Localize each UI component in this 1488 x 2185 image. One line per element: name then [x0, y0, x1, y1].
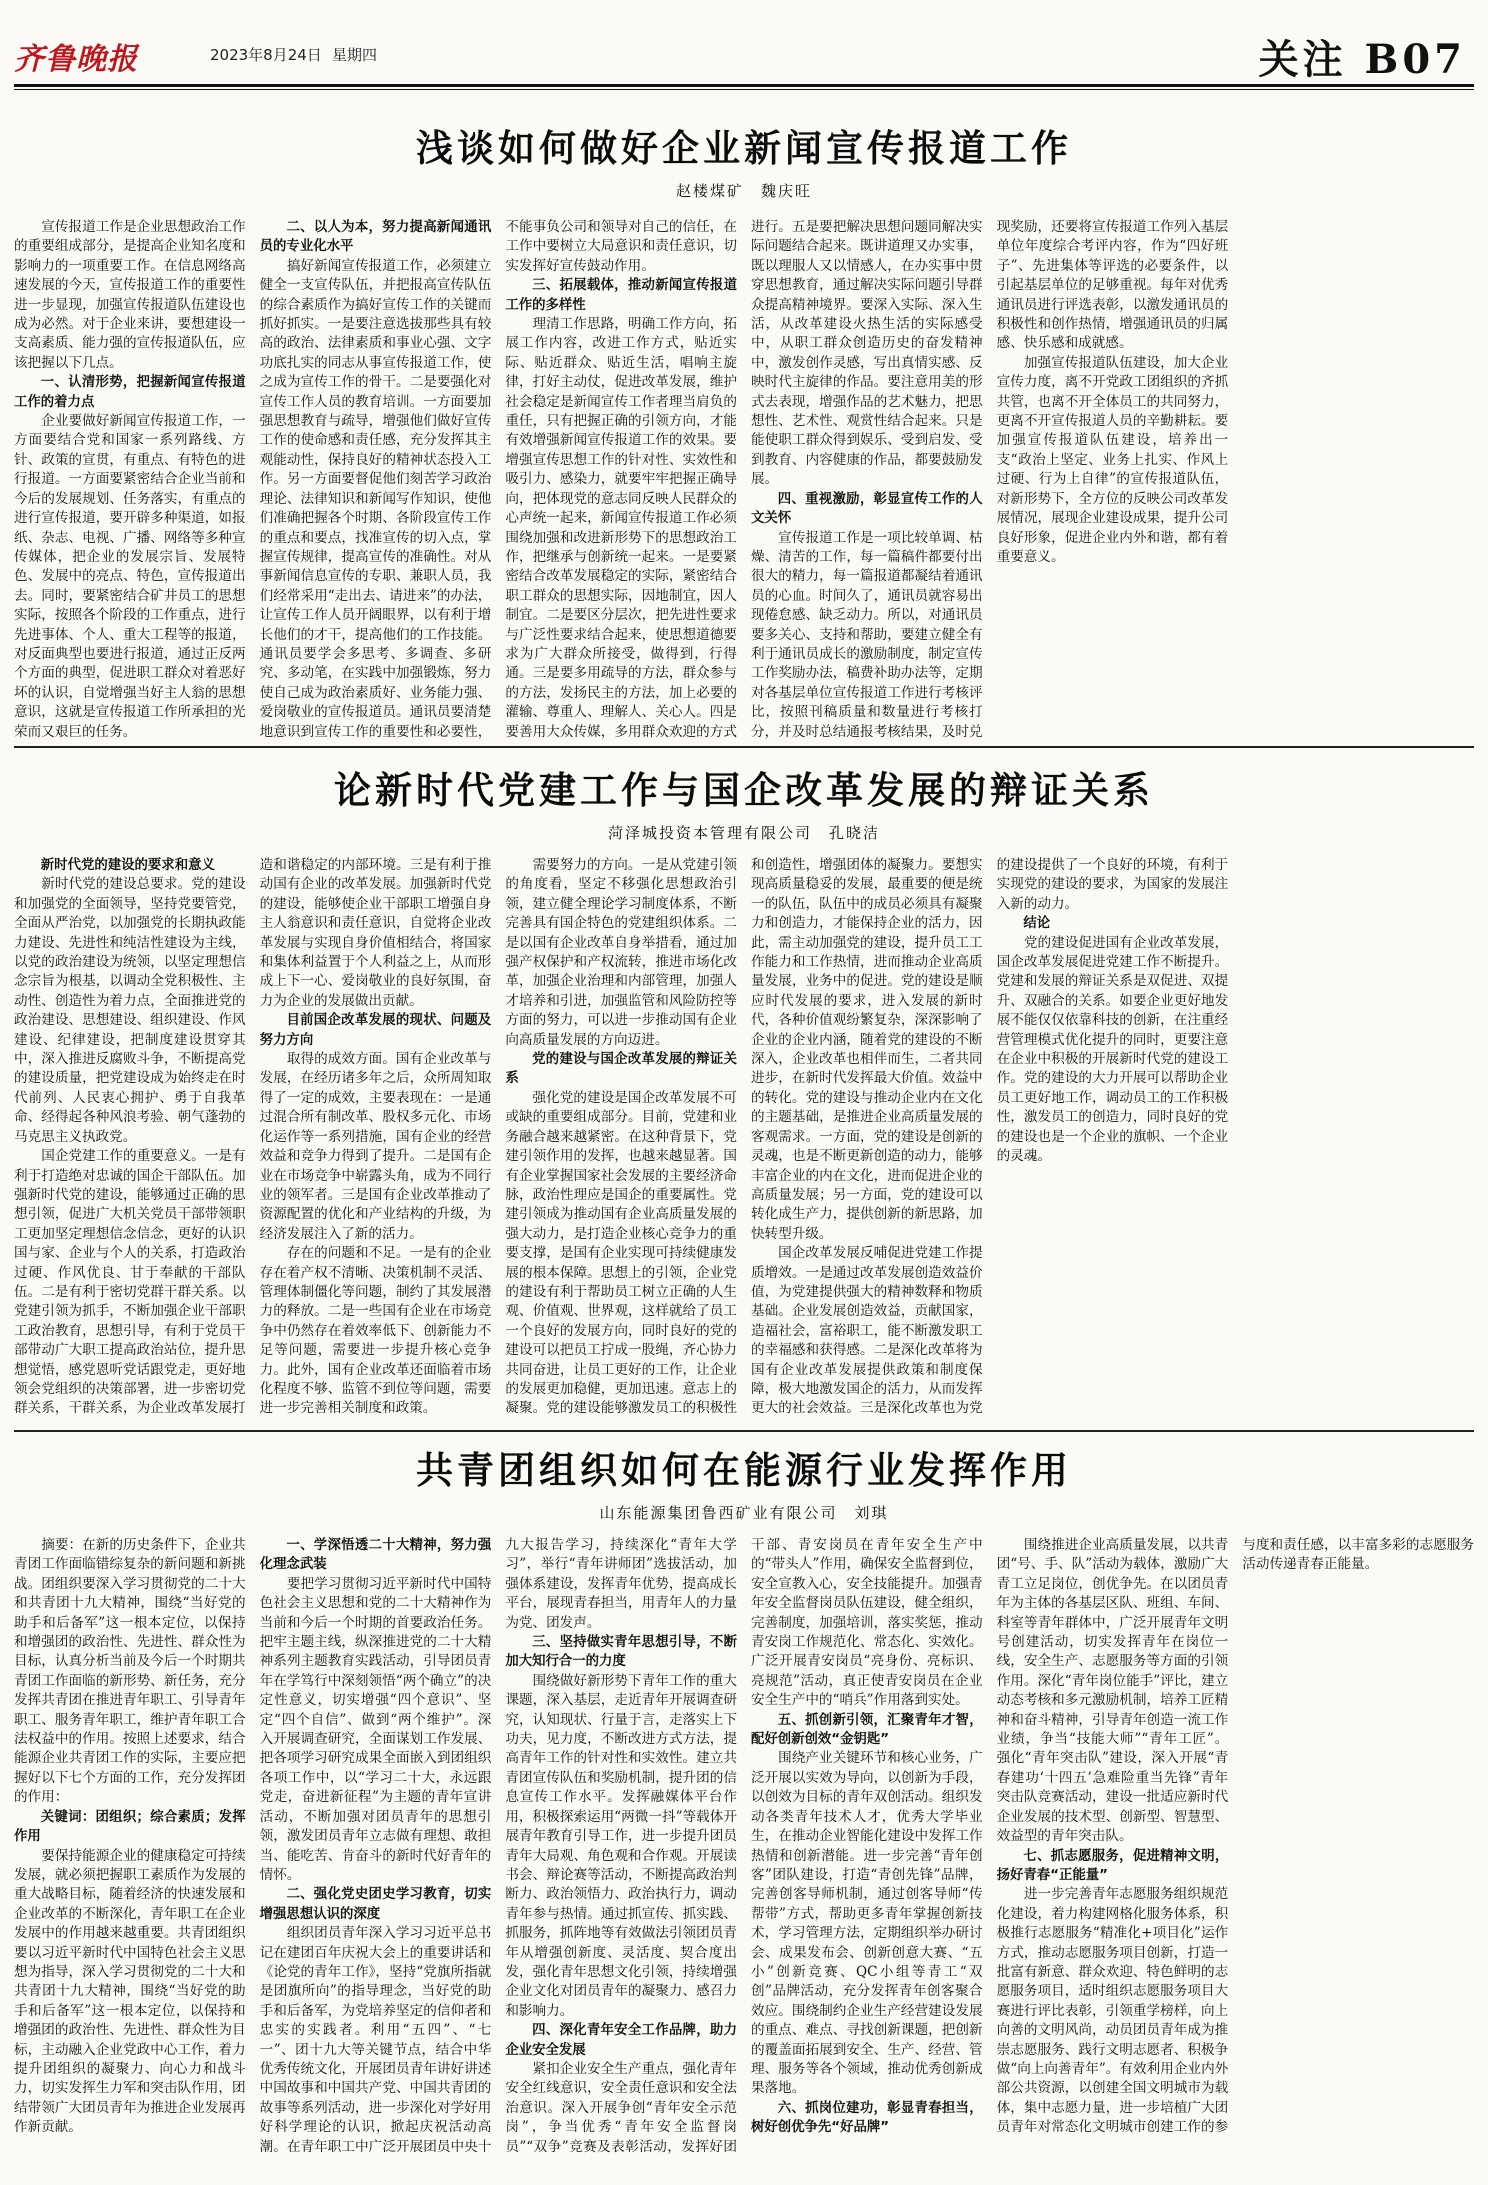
article-divider — [14, 1430, 1474, 1432]
article-title: 浅谈如何做好企业新闻宣传报道工作 — [416, 126, 1072, 170]
body-paragraph: 围绕推进企业高质量发展，以共青团“号、手、队”活动为载体，激励广大青工立足岗位，创优争先。在以团员青年为主体的各基层区队、班组、车间、科室等青年群体中，广泛开展青年文明号创建活动，切实发挥青年在岗位一线，安全生产、志愿服务等方面的引领作用。深化“青年岗位能手”评比，建立动态考核和多元激励机制，培养工匠精神和奋斗精神，引导青年创造一流工作业绩，争当“技能大师”“青年工匠”。强化“青年突击队”建设，深入开展“青春建功‘十四五’急难险重当先锋”青年突击队竞赛活动，建设一批适应新时代企业发展的技术型、创新型、智慧型、效益型的青年突击队。 — [996, 1537, 1229, 1845]
body-paragraph: 宣传报道工作是一项比较单调、枯燥、清苦的工作，每一篇稿件都要付出很大的精力，每一篇报道都凝结着通讯员的心血。时间久了，通讯员就容易出现倦怠感、缺乏动力。所以，对通讯员要多关心、支持和帮助，要建立健全有利于通讯员成长的激励制度，制定宣传工作奖励办法，稿费补助办法等，定期对各基层单位宣传报道工作进行考核评比，按照刊稿质量和数量进行考核打分，并及时总结通报考核结果，及时兑现奖励，还要将宣传报道工作列入基层单位年度综合考评内容，作为“四好班子”、先进集体等评选的必要条件，以引起基层单位的足够重视。每年对优秀通讯员进行评选表彰，以激发通讯员的积极性和创作热情，增强通讯员的归属感、快乐感和成就感。 — [750, 219, 1229, 740]
section-heading: 结论 — [1023, 916, 1051, 932]
body-paragraph: 强化党的建设是国企改革发展不可或缺的重要组成部分。目前，党建和业务融合越来越紧密。在这种背景下，党建引领作用的发挥，也越来越显著。国有企业掌握国家社会发展的主要经济命脉，政治性理应是国企的重要属性。党建引领成为推动国有企业高质量发展的强大动力，是打造企业核心竞争力的重要支撑，是国有企业实现可持续健康发展的根本保障。思想上的引领，企业党的建设有利于帮助员工树立正确的人生观、价值观、世界观，这样就给了员工一个良好的发展方向，同时良好的党的建设可以把员工拧成一股绳，齐心协力共同奋进，让员工更好的工作，让企业的发展更加稳健，更加迅速。意志上的凝聚。党的建设能够激发员工的积极性和创造性，增强团体的凝聚力。要想实现高质量稳妥的发展，最重要的便是统一的队伍，队伍中的成员必须具有凝聚力和创造力，才能保持企业的活力，因此，需主动加强党的建设，提升员工工作能力和工作热情，进而推动企业高质量发展，业务中的促进。党的建设是顺应时代发展的要求，进入发展的新时代，各种价值观纷繁复杂，深深影响了企业的企业内涵，随着党的建设的不断深入，企业改革也相伴而生，二者共同进步，在新时代发挥最大价值。效益中的转化。党的建设与推动企业内在文化的主题基础，是推进企业高质量发展的客观需求。一方面，党的建设是创新的灵魂，也是不断更新创造的动力，能够丰富企业的内在文化，进而促进企业的高质量发展；另一方面，党的建设可以转化成生产力，提供创新的新思路，加快转型升级。 — [505, 857, 983, 1417]
article-divider — [14, 746, 1474, 748]
section-heading: 二、强化党史团史学习教育，切实增强思想认识的深度 — [259, 1887, 492, 1922]
section-heading: 四、重视激励，彰显宣传工作的人文关怀 — [750, 491, 983, 527]
body-paragraph: 要把学习贯彻习近平新时代中国特色社会主义思想和党的二十大精神作为当前和今后一个时期的首要政治任务。把牢主题主线，纵深推进党的二十大精神系列主题教育实践活动，引导团员青年在学笃行中深刻领悟“两个确立”的决定性意义，切实增强“四个意识”、坚定“四个自信”、做到“两个维护”。深入开展调查研究，全面谋划工作发展、把各项学习研究成果全面嵌入到团组织各项工作中，以“学习二十大，永远跟党走，奋进新征程”为主题的青年宣讲活动，不断加强对团员青年的思想引领，激发团员青年立志做有理想、敢担当、能吃苦、肯奋斗的新时代好青年的情怀。 — [259, 1575, 492, 1883]
section-heading: 新时代党的建设的要求和意义 — [40, 858, 215, 873]
article-title: 共青团组织如何在能源行业发挥作用 — [416, 1448, 1072, 1492]
body-paragraph: 国企改革发展反哺促进党建工作提质增效。一是通过改革发展创造效益价值，为党建提供强大的精神数释和物质基础。企业发展创造效益，贡献国家，造福社会，富裕职工，能不断激发职工的幸福感和获得感。二是深化改革将为国有企业改革发展提供政策和制度保障，极大地激发国企的活力，从而发挥更大的社会效益。三是深化改革也为党的建设提供了一个良好的环境，有利于实现党的建设的要求，为国家的发展注入新的动力。 — [750, 857, 1229, 1417]
article-body — [14, 856, 1474, 1428]
section-heading: 党的建设与国企改革发展的辩证关系 — [505, 1052, 737, 1087]
section-heading: 目前国企改革发展的现状、问题及努力方向 — [259, 1013, 492, 1048]
body-paragraph: 加强宣传报道队伍建设，加大企业宣传力度，离不开党政工团组织的齐抓共管，也离不开全体员工的共同努力，更离不开宣传报道人员的辛勤耕耘。要加强宣传报道队伍建设，培养出一支“政治上坚定、业务上扎实、作风上过硬、行为上自律”的宣传报道队伍，对新形势下，全方位的反映公司改革发展情况，展现企业建设成果，提升公司良好形象，促进企业内外和谐，都有着重要意义。 — [996, 354, 1229, 565]
masthead — [14, 20, 1474, 88]
section-heading: 一、认清形势，把握新闻宣传报道工作的着力点 — [14, 375, 246, 410]
section-heading: 六、抓岗位建功，彰显青春担当，树好创优争先“好品牌” — [750, 2100, 983, 2136]
body-paragraph: 取得的成效方面。国有企业改革与发展，在经历诸多年之后，众所周知取得了一定的成效，主要表现在：一是通过混合所有制改革、股权多元化、市场化运作等一系列措施，国有企业的经营效益和竞争力得到了提升。二是国有企业在市场竞争中崭露头角，成为不同行业的领军者。三是国有企业改革推动了资源配置的优化和产业结构的升级，为经济发展注入了新的活力。 — [259, 1051, 492, 1242]
section-heading: 一、学深悟透二十大精神，努力强化理念武装 — [259, 1538, 492, 1573]
body-paragraph: 搞好新闻宣传报道工作，必须建立健全一支宣传队伍，并把报高宣传队伍的综合素质作为搞好宣传工作的关键而抓好抓实。一是要注意选拔那些具有较高的政治、法律素质和事业心强、文字功底扎实的同志从事宣传报道工作，使之成为宣传工作的骨干。二是要强化对宣传工作人员的教育培训。一方面要加强思想教育与疏导，增强他们做好宣传工作的使命感和责任感，充分发挥其主观能动性，保持良好的精神状态投入工作。另一方面要督促他们刻苦学习政治理论、法律知识和新闻写作知识，使他们准确把握各个时期、各阶段宣传工作的重点和要点，找准宣传的切入点，掌握宣传规律，提高宣传的准确性。对从事新闻信息宣传的专职、兼职人员，我们经常采用“走出去、请进来”的办法，让宣传工作人员开阔眼界，以有利于增长他们的才干，提高他们的工作技能。通讯员要学会多思考、多调查、多研究、多动笔，在实践中加强锻炼，努力使自己成为政治素质好、业务能力强、爱岗敬业的宣传报道员。通讯员要清楚地意识到宣传工作的重要性和必要性，不能事负公司和领导对自己的信任，在工作中要树立大局意识和责任意识，切实发挥好宣传鼓动作用。 — [259, 219, 737, 740]
body-paragraph: 围绕产业关键环节和核心业务，广泛开展以实效为导向，以创新为手段，以创效为目标的青年双创活动。组织发动各类青年技术人才，优秀大学毕业生，在推动企业智能化建设中发挥工作热情和创新潜能。进一步完善“青年创客”团队建设，打造“青创先锋”品牌，完善创客导师机制，通过创客导师“传帮带”方式，帮助更多青年掌握创新技术，学习管理方法，定期组织举办研讨会、成果发布会、创新创意大赛、“五小”创新竞赛、QC小组等青工“双创”品牌活动，充分发挥青年创客聚合效应。围绕制约企业生产经营建设发展的重点、难点、寻找创新课题，把创新的覆盖面拓展到安全、生产、经营、管理、服务等各个领域，推动优秀创新成果落地。 — [750, 1750, 983, 2097]
article-byline: 赵楼煤矿 魏庆旺 — [675, 182, 812, 200]
body-paragraph: 党的建设促进国有企业改革发展，国企改革发展促进党建工作不断提升。党建和发展的辩证关系是双促进、双提升、双融合的关系。如要企业更好地发展不能仅仅依靠科技的创新，在注重经营管理模式优化提升的同时，更要注意在企业中积极的开展新时代党的建设工作。党的建设的大力开展可以帮助企业员工更好地工作，调动员工的工作积极性，激发员工的创造力，同时良好的党的建设也是一个企业的旗帜、一个企业的灵魂。 — [996, 934, 1229, 1165]
section-heading: 三、拓展载体，推动新闻宣传报道工作的多样性 — [505, 278, 737, 313]
body-paragraph: 企业要做好新闻宣传报道工作，一方面要结合党和国家一系列路线、方针、政策的宣贯，有重点、有特色的进行报道。一方面要紧密结合企业当前和今后的发展规划、任务落实，有重点的进行宣传报道，要开辟多种渠道，如报纸、杂志、电视、广播、网络等多种宣传媒体，把企业的发展宗旨、发展特色、发展中的亮点、特色，宣传报道出去。同时，要紧密结合矿井员工的思想实际，按照各个阶段的工作重点，进行先进事体、个人、重大工程等的报道，对反面典型也要进行报道，通过正反两个方面的典型，促进职工群众对着恶好坏的认识，自觉增强当好主人翁的思想意识，这就是宣传报道工作所承担的光荣而又艰巨的任务。 — [14, 413, 246, 740]
body-paragraph: 存在的问题和不足。一是有的企业存在着产权不清晰、决策机制不灵活、管理体制僵化等问题，制约了其发展潜力的释放。二是一些国有企业在市场竞争中仍然存在着效率低下、创新能力不足等问题，需要进一步提升核心竞争力。此外，国有企业改革还面临着市场化程度不够、监管不到位等问题，需要进一步完善相关制度和政策。 — [259, 1245, 492, 1417]
issue-date: 2023年8月24日 — [210, 46, 322, 64]
body-paragraph: 国企党建工作的重要意义。一是有利于打造绝对忠诚的国企干部队伍。加强新时代党的建设，能够通过正确的思想引领，促进广大机关党员干部带领职工更加坚定理想信念信念，更好的认识国与家、企业与个人的关系，打造政治过硬、作风优良、甘于奉献的干部队伍。二是有利于密切党群干群关系。以党建引领为抓手，不断加强企业干部职工政治教育，思想引导，有利于党员干部带动广大职工提高政治站位，提升思想觉悟，感党恩听党话跟党走，更好地领会党组织的决策部署，进一步密切党群关系，干群关系，为企业改革发展打造和谐稳定的内部环境。三是有利于推动国有企业的改革发展。加强新时代党的建设，能够使企业干部职工增强自身主人翁意识和责任意识，自觉将企业改革发展与实现自身价值相结合，将国家和集体利益置于个人利益之上，从而形成上下一心、爱岗敬业的良好氛围，奋力为企业的发展做出贡献。 — [14, 857, 492, 1417]
article-2 — [14, 760, 1474, 1417]
body-paragraph: 紧扣企业安全生产重点，强化青年安全红线意识，安全责任意识和安全法治意识。深入开展争创“青年安全示范岗”，争当优秀“青年安全监督岗员”“双争”竞赛及表彰活动，发挥好团干部、青安岗员在青年安全生产中的“带头人”作用，确保安全监督到位，安全宣教入心，安全技能提升。加强青年安全监督岗员队伍建设，健全组织，完善制度，加强培训，落实奖惩，推动青安岗工作规范化、常态化、实效化。广泛开展青安岗员“亮身份、亮标识、亮规范”活动，真正使青安岗员在企业安全生产中的“哨兵”作用落到实处。 — [505, 1537, 983, 2155]
masthead-rule-thin — [14, 89, 1474, 90]
section-heading: 二、以人为本，努力提高新闻通讯员的专业化水平 — [259, 220, 492, 255]
section-heading: 七、抓志愿服务，促进精神文明，扬好青春“正能量” — [996, 1848, 1229, 1883]
article-title: 论新时代党建工作与国企改革发展的辩证关系 — [334, 768, 1154, 812]
article-1 — [14, 118, 1474, 740]
masthead-rule — [14, 84, 1474, 87]
section-heading: 五、抓创新引领，汇聚青年才智，配好创新创效“金钥匙” — [750, 1712, 983, 1748]
body-paragraph: 摘要：在新的历史条件下，企业共青团工作面临错综复杂的新问题和新挑战。团组织要深入学习贯彻党的二十大和共青团十九大精神，围绕“当好党的助手和后备军”这一根本定位，以保持和增强团的政治性、先进性、群众性为目标，认真分析当前及今后一个时期共青团工作面临的新形势、新任务，充分发挥共青团在推进青年职工、引导青年职工、服务青年职工，维护青年职工合法权益中的作用。按照上述要求，结合能源企业共青团工作的实际，主要应把握好以下七个方面的工作，充分发挥团的作用： — [14, 1537, 246, 1806]
article-byline: 山东能源集团鲁西矿业有限公司 刘琪 — [599, 1504, 889, 1522]
section-heading: 关键词：团组织；综合素质；发挥作用 — [14, 1809, 246, 1845]
body-paragraph: 围绕做好新形势下青年工作的重大课题，深入基层，走近青年开展调查研究，认知现状、行量于言，走落实上下功夫，见力度，不断改进方式方法，提高青年工作的针对性和实效性。建立共青团宣传队伍和奖励机制，提升团的信息宣传工作水平。发挥融媒体平台作用，积极探索运用“两微一抖”等载体开展青年教育引导工作，进一步提升团员青年大局观、角色观和合作观。开展读书会、辩论赛等活动，不断提高政治判断力、政治领悟力、政治执行力，调动青年参与热情。通过抓宣传、抓实践、抓服务，抓阵地等有效做法引领团员青年从增强创新度、灵活度、契合度出发，强化青年思想文化引领，持续增强企业文化对团员青年的凝聚力、感召力和影响力。 — [505, 1672, 737, 2019]
issue-weekday: 星期四 — [332, 46, 378, 64]
article-body — [14, 1536, 1474, 2166]
body-paragraph: 进一步完善青年志愿服务组织规范化建设，着力构建网格化服务体系，积极推行志愿服务“精准化+项目化”运作方式，推动志愿服务项目创新，打造一批富有新意、群众欢迎、特色鲜明的志愿服务项目，适时组织志愿服务项目大赛进行评比表彰，引领重学榜样，向上向善的文明风尚，动员团员青年成为推崇志愿服务、践行文明志愿者、积极争做“向上向善青年”。有效利用企业内外部公共资源，以创建全国文明城市为载体，集中志愿力量，进一步培植广大团员青年对常态化文明城市创建工作的参与度和责任感，以丰富多彩的志愿服务活动传递青春正能量。 — [996, 1537, 1474, 2136]
section-heading: 四、深化青年安全工作品牌，助力企业安全发展 — [505, 2023, 737, 2058]
body-paragraph: 新时代党的建设总要求。党的建设和加强党的全面领导，坚持党要管党，全面从严治党，以加强党的长期执政能力建设、先进性和纯洁性建设为主线，以党的政治建设为统领，以坚定理想信念宗旨为根基，以调动全党积极性、主动性、创造性为着力点，全面推进党的政治建设、思想建设、组织建设、作风建设、纪律建设，把制度建设贯穿其中，深入推进反腐败斗争，不断提高党的建设质量，把党建设成为始终走在时代前列、人民衷心拥护、勇于自我革命、经得起各种风浪考验、朝气蓬勃的马克思主义执政党。 — [14, 876, 246, 1145]
section-heading: 三、坚持做实青年思想引导，不断加大知行合一的力度 — [505, 1635, 737, 1670]
body-paragraph: 组织团员青年深入学习习近平总书记在建团百年庆祝大会上的重要讲话和《论党的青年工作》，坚持“党旗所指就是团旗所向”的指导理念，当好党的助手和后备军，为党培养坚定的信仰者和忠实的实践者。利用“五四”、“七一”、团十九大等关键节点，结合中华优秀传统文化，开展团员青年讲好讲述中国故事和中国共产党、中国共青团的故事等系列活动，进一步深化对学好用好科学理论的认识，掀起庆祝活动高潮。在青年职工中广泛开展团员中央十九大报告学习，持续深化“青年大学习”，举行“青年讲师团”选拔活动，加强体系建设，发挥青年优势，提高成长平台，展现青春担当，用青年人的力量为党、团发声。 — [259, 1537, 737, 2155]
article-body — [14, 218, 1474, 742]
body-paragraph: 要保持能源企业的健康稳定可持续发展，就必须把握职工素质作为发展的重大战略目标，随着经济的快速发展和企业改革的不断深化，青年职工在企业发展中的作用越来越重要。共青团组织要以习近平新时代中国特色社会主义思想为指导，深入学习贯彻党的二十大和共青团十九大精神，围绕“当好党的助手和后备军”这一根本定位，以保持和增强团的政治性、先进性、群众性为目标，主动融入企业党政中心工作，着力提升团组织的凝聚力、向心力和战斗力，切实发挥生力军和突击队作用，团结带领广大团员青年为推进企业发展再作新贡献。 — [14, 1847, 246, 2136]
body-paragraph: 宣传报道工作是企业思想政治工作的重要组成部分，是提高企业知名度和影响力的一项重要工作。在信息网络高速发展的今天，宣传报道工作的重要性进一步显现，加强宣传报道队伍建设也成为必然。对于企业来讲，要想建设一支高素质、能力强的宣传报道队伍，应该把握以下几点。 — [14, 219, 246, 371]
section-label: 关注 B07 — [1258, 36, 1466, 83]
body-paragraph: 需要努力的方向。一是从党建引领的角度看，坚定不移强化思想政治引领，建立健全理论学习制度体系，不断完善具有国企特色的党建组织体系。二是以国有企业改革自身举措看，通过加强产权保护和产权流转，推进市场化改革，加强企业治理和内部管理，加强人才培养和引进，加强监管和风险防控等方面的努力，可以进一步推动国有企业向高质量发展的方向迈进。 — [505, 857, 737, 1048]
body-paragraph: 理清工作思路，明确工作方向，拓展工作内容，改进工作方式，贴近实际、贴近群众、贴近生活，唱响主旋律，打好主动仗，促进改革发展，维护社会稳定是新闻宣传工作者理当肩负的重任，只有把握正确的引领方向，才能有效增强新闻宣传报道工作的效果。要增强宣传思想工作的针对性、实效性和吸引力、感染力，就要牢牢把握正确导向，把体现党的意志同反映人民群众的心声统一起来，新闻宣传报道工作必须围绕加强和改进新形势下的思想政治工作，把继承与创新统一起来。一是要紧密结合改革发展稳定的实际，紧密结合职工群众的思想实际，因地制宜，因人制宜。二是要区分层次，把先进性要求与广泛性要求结合起来，使思想道德要求为广大群众所接受，做得到，行得通。三是要多用疏导的方法，群众参与的方法，发扬民主的方法，加上必要的灌输、尊重人、理解人、关心人。四是要善用大众传媒，多用群众欢迎的方式进行。五是要把解决思想问题同解决实际问题结合起来。既讲道理又办实事，既以理服人又以情感人，在办实事中贯穿思想教育，通过解决实际问题引导群众提高精神境界。要深入实际、深入生活，从改革建设火热生活的实际感受中，从职工群众创造历史的奋发精神中，激发创作灵感，写出真情实感、反映时代主旋律的作品。要注意用美的形式去表现，增强作品的艺术魅力，把思想性、艺术性、观赏性结合起来。只是能使职工群众得到娱乐、受到启发、受到教育、内容健康的作品，都要鼓励发展。 — [505, 219, 983, 740]
article-byline: 菏泽城投资本管理有限公司 孔晓洁 — [607, 824, 880, 842]
article-3 — [14, 1440, 1474, 2155]
newspaper-logo: 齐鲁晚报 — [14, 42, 138, 77]
